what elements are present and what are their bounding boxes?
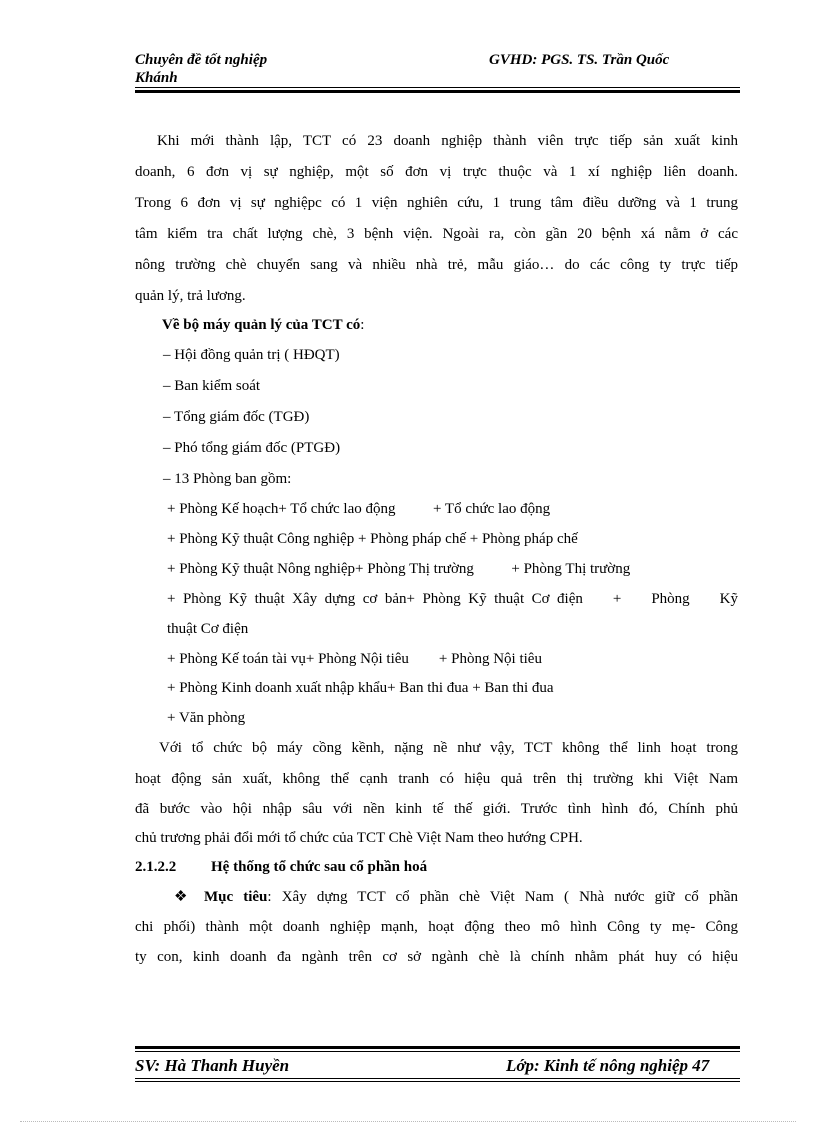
management-heading	[162, 316, 364, 334]
footer-class: Lớp: Kinh tế nông nghiệp 47	[506, 1056, 710, 1075]
paragraph2-line: hoạt động sản xuất, không thể cạnh tranh có hiệu quả trên thị trường khi Việt Nam	[135, 771, 738, 787]
page-bottom-dotted-line	[20, 1121, 796, 1122]
section-number: 2.1.2.2	[135, 859, 177, 875]
header-supervisor-continuation: Khánh	[135, 70, 178, 86]
objective-first-line	[174, 888, 738, 906]
footer-bottom-rule-2	[135, 1081, 740, 1082]
paragraph2-line: Với tổ chức bộ máy cồng kềnh, nặng nề như vậy, TCT không thể linh hoạt trong	[159, 740, 738, 756]
paragraph2-line: đã bước vào hội nhập sâu với nền kinh tế thế giới. Trước tình hình đó, Chính phủ	[135, 801, 738, 817]
dash-list-item: – Phó tổng giám đốc (PTGĐ)	[163, 440, 341, 456]
paragraph1-line: doanh, 6 đơn vị sự nghiệp, một số đơn vị trực thuộc và 1 xí nghiệp liên doanh.	[135, 164, 738, 180]
objective-line: chi phối) thành một doanh nghiệp mạnh, hoạt động theo mô hình Công ty mẹ- Công	[135, 919, 738, 935]
paragraph1-line: tâm kiểm tra chất lượng chè, 3 bệnh viện. Ngoài ra, còn gần 20 bệnh xá nằm ở các	[135, 226, 738, 242]
header-rule-thick	[135, 90, 740, 93]
management-heading-colon: :	[360, 317, 365, 333]
footer-bottom-rule	[135, 1078, 740, 1079]
plus-list-item: + Phòng Kế hoạch+ Tổ chức lao động + Tổ chức lao động	[167, 501, 551, 517]
objective-label: Mục tiêu	[203, 889, 268, 905]
paragraph1-line: Khi mới thành lập, TCT có 23 doanh nghiệp thành viên trực tiếp sản xuất kinh	[157, 133, 738, 149]
plus-list-item-continuation: thuật Cơ điện	[167, 621, 249, 637]
plus-list-item: + Phòng Kinh doanh xuất nhập khẩu+ Ban thi đua + Ban thi đua	[167, 680, 554, 696]
dash-list-item: – Tổng giám đốc (TGĐ)	[163, 409, 310, 425]
objective-text: : Xây dựng TCT cổ phần chè Việt Nam ( Nhà nước giữ cổ phần	[267, 889, 738, 905]
plus-list-item: + Phòng Kỹ thuật Công nghiệp + Phòng pháp chế + Phòng pháp chế	[167, 531, 578, 547]
paragraph1-line: Trong 6 đơn vị sự nghiệpc có 1 viện nghiên cứu, 1 trung tâm điều dưỡng và 1 trung	[135, 195, 738, 211]
footer-rule-thin	[135, 1051, 740, 1052]
section-title: Hệ thống tổ chức sau cổ phần hoá	[211, 859, 428, 875]
paragraph1-line: nông trường chè chuyển sang và nhiều nhà trẻ, mẫu giáo… do các công ty trực tiếp	[135, 257, 738, 273]
plus-list-item: + Văn phòng	[167, 710, 246, 726]
dash-list-item: – Hội đồng quản trị ( HĐQT)	[163, 347, 340, 363]
header-rule-thin	[135, 87, 740, 88]
paragraph2-line: chủ trương phải đổi mới tổ chức của TCT Chè Việt Nam theo hướng CPH.	[135, 830, 583, 846]
plus-list-item: + Phòng Kỹ thuật Xây dựng cơ bản+ Phòng Kỹ thuật Cơ điện + Phòng Kỹ	[167, 591, 738, 607]
header-topic: Chuyên đề tốt nghiệp	[135, 52, 268, 68]
footer-student: SV: Hà Thanh Huyền	[135, 1056, 290, 1075]
footer-rule-thick	[135, 1046, 740, 1049]
paragraph1-line: quản lý, trả lương.	[135, 288, 246, 304]
objective-line: ty con, kinh doanh đa ngành trên cơ sở ngành chè là chính nhằm phát huy có hiệu	[135, 949, 738, 965]
diamond-bullet-icon: ❖	[174, 889, 194, 905]
header-supervisor: GVHD: PGS. TS. Trần Quốc	[489, 52, 670, 68]
dash-list-item: – 13 Phòng ban gồm:	[163, 471, 292, 487]
plus-list-item: + Phòng Kỹ thuật Nông nghiệp+ Phòng Thị trường + Phòng Thị trường	[167, 561, 631, 577]
management-heading-text: Về bộ máy quản lý của TCT có	[162, 317, 361, 333]
dash-list-item: – Ban kiểm soát	[163, 378, 261, 394]
plus-list-item: + Phòng Kế toán tài vụ+ Phòng Nội tiêu + Phòng Nội tiêu	[167, 651, 542, 667]
